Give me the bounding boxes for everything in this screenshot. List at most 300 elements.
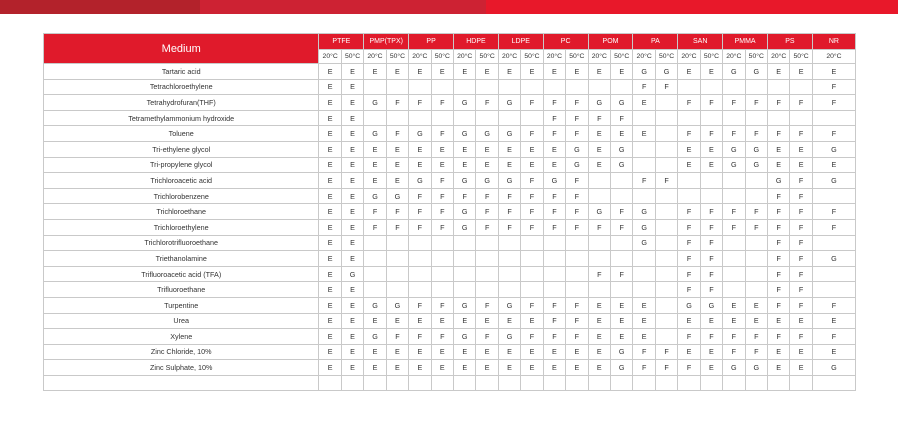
resistance-rating: E <box>476 157 498 173</box>
resistance-rating: G <box>723 360 745 376</box>
resistance-rating: E <box>341 251 363 267</box>
resistance-rating: E <box>633 297 655 313</box>
resistance-rating: F <box>409 188 431 204</box>
resistance-rating: F <box>790 173 812 189</box>
resistance-rating: G <box>611 141 633 157</box>
top-bar-segment-bright <box>486 0 898 14</box>
resistance-rating: F <box>521 188 543 204</box>
resistance-rating <box>409 282 431 298</box>
temperature-header: 20°C <box>767 50 789 64</box>
resistance-rating: E <box>678 157 700 173</box>
polymer-header-pa: PA <box>633 34 678 50</box>
resistance-rating: F <box>700 235 722 251</box>
temperature-header: 20°C <box>812 50 855 64</box>
resistance-rating: E <box>476 64 498 80</box>
resistance-rating: E <box>498 141 520 157</box>
resistance-rating <box>476 235 498 251</box>
resistance-rating: E <box>588 344 610 360</box>
resistance-rating: F <box>767 329 789 345</box>
resistance-rating: E <box>678 64 700 80</box>
resistance-rating <box>386 79 408 95</box>
resistance-rating: F <box>678 360 700 376</box>
resistance-rating: E <box>431 360 453 376</box>
medium-name: Tetrachloroethylene <box>44 79 319 95</box>
resistance-rating: F <box>476 219 498 235</box>
resistance-rating: G <box>812 173 855 189</box>
resistance-rating: E <box>341 64 363 80</box>
resistance-rating <box>723 266 745 282</box>
resistance-rating: G <box>812 251 855 267</box>
resistance-rating: E <box>566 64 588 80</box>
resistance-rating <box>454 282 476 298</box>
polymer-header-row <box>44 34 856 50</box>
table-row <box>44 141 856 157</box>
resistance-rating <box>655 110 677 126</box>
resistance-rating <box>588 282 610 298</box>
resistance-rating: G <box>723 64 745 80</box>
table-row <box>44 219 856 235</box>
resistance-rating: E <box>319 95 341 111</box>
resistance-rating: E <box>700 157 722 173</box>
resistance-rating: F <box>700 329 722 345</box>
resistance-rating <box>655 95 677 111</box>
resistance-rating: G <box>364 297 386 313</box>
resistance-rating: F <box>790 219 812 235</box>
polymer-header-pc: PC <box>543 34 588 50</box>
resistance-rating: F <box>543 219 565 235</box>
resistance-rating <box>521 235 543 251</box>
resistance-rating: F <box>566 173 588 189</box>
resistance-rating <box>723 251 745 267</box>
resistance-rating: E <box>319 344 341 360</box>
resistance-rating: E <box>611 64 633 80</box>
resistance-rating <box>543 251 565 267</box>
resistance-rating: F <box>476 297 498 313</box>
medium-name: Toluene <box>44 126 319 142</box>
resistance-rating: F <box>498 219 520 235</box>
empty-cell <box>767 375 789 391</box>
resistance-rating: F <box>431 329 453 345</box>
resistance-rating: G <box>341 266 363 282</box>
resistance-rating: E <box>633 313 655 329</box>
temperature-header: 50°C <box>611 50 633 64</box>
medium-name: Tri-propylene glycol <box>44 157 319 173</box>
resistance-rating: F <box>678 251 700 267</box>
resistance-rating: F <box>386 219 408 235</box>
resistance-rating <box>476 282 498 298</box>
temperature-header: 20°C <box>678 50 700 64</box>
resistance-rating: E <box>364 313 386 329</box>
resistance-rating <box>745 282 767 298</box>
resistance-rating: G <box>476 126 498 142</box>
resistance-rating: E <box>700 64 722 80</box>
resistance-rating: F <box>767 95 789 111</box>
resistance-rating <box>386 110 408 126</box>
resistance-rating: F <box>655 360 677 376</box>
resistance-rating <box>633 110 655 126</box>
resistance-rating <box>700 79 722 95</box>
resistance-rating: E <box>588 313 610 329</box>
resistance-rating: E <box>767 141 789 157</box>
resistance-rating <box>543 79 565 95</box>
resistance-rating: E <box>543 157 565 173</box>
resistance-rating: E <box>790 344 812 360</box>
resistance-rating <box>566 235 588 251</box>
resistance-rating <box>745 110 767 126</box>
resistance-rating: E <box>431 157 453 173</box>
temperature-header: 50°C <box>431 50 453 64</box>
resistance-rating <box>498 282 520 298</box>
resistance-rating: F <box>767 219 789 235</box>
resistance-rating: E <box>431 313 453 329</box>
table-row <box>44 344 856 360</box>
resistance-rating: F <box>812 297 855 313</box>
resistance-rating: G <box>566 157 588 173</box>
resistance-rating: E <box>454 141 476 157</box>
resistance-rating: G <box>566 141 588 157</box>
temperature-header: 50°C <box>341 50 363 64</box>
empty-cell <box>566 375 588 391</box>
resistance-rating: G <box>454 297 476 313</box>
empty-cell <box>655 375 677 391</box>
resistance-rating <box>723 188 745 204</box>
resistance-rating: F <box>566 126 588 142</box>
polymer-header-ldpe: LDPE <box>498 34 543 50</box>
resistance-rating <box>655 313 677 329</box>
resistance-rating: G <box>723 157 745 173</box>
resistance-rating <box>655 282 677 298</box>
temperature-header: 50°C <box>655 50 677 64</box>
table-row <box>44 173 856 189</box>
resistance-rating: F <box>543 297 565 313</box>
resistance-rating: E <box>678 344 700 360</box>
resistance-rating: G <box>611 360 633 376</box>
table-row <box>44 251 856 267</box>
resistance-rating: G <box>678 297 700 313</box>
resistance-rating <box>386 282 408 298</box>
resistance-rating <box>454 266 476 282</box>
resistance-rating: E <box>431 64 453 80</box>
resistance-rating <box>655 219 677 235</box>
resistance-rating: F <box>431 126 453 142</box>
resistance-rating: F <box>364 204 386 220</box>
resistance-rating <box>767 79 789 95</box>
resistance-rating: E <box>341 188 363 204</box>
table-row <box>44 360 856 376</box>
resistance-rating: F <box>790 329 812 345</box>
resistance-rating: F <box>678 235 700 251</box>
chemical-resistance-table <box>43 33 856 391</box>
resistance-rating: F <box>566 219 588 235</box>
resistance-rating: E <box>364 141 386 157</box>
resistance-rating: E <box>611 329 633 345</box>
resistance-rating: F <box>700 95 722 111</box>
table-row <box>44 110 856 126</box>
temperature-header: 20°C <box>723 50 745 64</box>
resistance-rating <box>745 188 767 204</box>
empty-cell <box>790 375 812 391</box>
resistance-rating <box>476 251 498 267</box>
resistance-rating: E <box>476 313 498 329</box>
empty-cell <box>543 375 565 391</box>
resistance-rating: E <box>566 360 588 376</box>
resistance-rating: E <box>476 141 498 157</box>
resistance-rating: F <box>611 266 633 282</box>
medium-name: Trichlorotrifluoroethane <box>44 235 319 251</box>
empty-cell <box>341 375 363 391</box>
resistance-rating: F <box>790 297 812 313</box>
resistance-rating: E <box>341 313 363 329</box>
resistance-rating: F <box>790 266 812 282</box>
resistance-rating: E <box>319 126 341 142</box>
resistance-rating: E <box>700 141 722 157</box>
resistance-rating: F <box>812 219 855 235</box>
resistance-rating <box>588 188 610 204</box>
temperature-header: 20°C <box>588 50 610 64</box>
resistance-rating: E <box>386 313 408 329</box>
resistance-rating: E <box>521 64 543 80</box>
resistance-rating: F <box>543 110 565 126</box>
resistance-rating: E <box>498 157 520 173</box>
resistance-rating <box>454 251 476 267</box>
resistance-rating: E <box>790 157 812 173</box>
temperature-header: 20°C <box>543 50 565 64</box>
resistance-rating: E <box>498 64 520 80</box>
resistance-rating: E <box>700 360 722 376</box>
resistance-rating <box>700 110 722 126</box>
resistance-rating: E <box>319 173 341 189</box>
resistance-rating: E <box>588 64 610 80</box>
resistance-rating: F <box>521 95 543 111</box>
temperature-header: 20°C <box>633 50 655 64</box>
resistance-rating: E <box>364 173 386 189</box>
resistance-rating: F <box>812 126 855 142</box>
resistance-rating <box>790 110 812 126</box>
resistance-rating: E <box>341 235 363 251</box>
resistance-rating <box>678 110 700 126</box>
resistance-rating <box>745 251 767 267</box>
table-row <box>44 204 856 220</box>
resistance-rating: F <box>745 329 767 345</box>
resistance-rating: G <box>611 157 633 173</box>
resistance-rating: E <box>341 79 363 95</box>
resistance-rating: E <box>588 126 610 142</box>
resistance-rating: E <box>409 157 431 173</box>
polymer-header-pom: POM <box>588 34 633 50</box>
resistance-rating <box>812 110 855 126</box>
resistance-rating <box>678 188 700 204</box>
resistance-rating: F <box>767 204 789 220</box>
resistance-rating: G <box>767 173 789 189</box>
resistance-rating <box>409 235 431 251</box>
resistance-rating <box>566 266 588 282</box>
empty-cell <box>678 375 700 391</box>
resistance-rating: E <box>341 282 363 298</box>
resistance-rating <box>700 188 722 204</box>
resistance-rating <box>498 266 520 282</box>
resistance-rating: E <box>611 313 633 329</box>
resistance-rating: G <box>364 329 386 345</box>
temperature-header: 50°C <box>745 50 767 64</box>
resistance-rating: E <box>319 266 341 282</box>
resistance-rating: E <box>409 64 431 80</box>
temperature-header: 50°C <box>790 50 812 64</box>
top-decorative-bar <box>0 0 898 14</box>
resistance-rating: G <box>745 141 767 157</box>
table-row <box>44 126 856 142</box>
resistance-rating: E <box>341 329 363 345</box>
resistance-rating: F <box>431 95 453 111</box>
resistance-rating: E <box>812 157 855 173</box>
resistance-rating <box>723 235 745 251</box>
resistance-rating: F <box>566 313 588 329</box>
resistance-rating: F <box>678 282 700 298</box>
resistance-rating: F <box>767 251 789 267</box>
resistance-rating: F <box>655 173 677 189</box>
resistance-rating: F <box>767 266 789 282</box>
resistance-rating <box>431 282 453 298</box>
temperature-header: 20°C <box>364 50 386 64</box>
table-row <box>44 329 856 345</box>
resistance-rating: F <box>543 95 565 111</box>
resistance-rating: E <box>767 344 789 360</box>
resistance-rating <box>611 282 633 298</box>
resistance-rating: F <box>790 235 812 251</box>
medium-column-header: Medium <box>44 34 319 64</box>
resistance-rating: E <box>454 344 476 360</box>
resistance-rating: E <box>341 173 363 189</box>
resistance-rating <box>364 235 386 251</box>
resistance-rating <box>588 235 610 251</box>
resistance-rating: F <box>566 188 588 204</box>
resistance-rating: E <box>767 64 789 80</box>
resistance-rating: G <box>454 204 476 220</box>
resistance-rating <box>745 266 767 282</box>
resistance-rating <box>588 79 610 95</box>
resistance-rating: F <box>812 329 855 345</box>
resistance-rating: E <box>790 64 812 80</box>
medium-name: Trichloroacetic acid <box>44 173 319 189</box>
resistance-rating: F <box>521 126 543 142</box>
resistance-rating <box>812 282 855 298</box>
resistance-rating: F <box>812 204 855 220</box>
resistance-rating <box>655 126 677 142</box>
resistance-rating <box>521 79 543 95</box>
empty-cell <box>364 375 386 391</box>
resistance-rating: G <box>700 297 722 313</box>
resistance-rating: F <box>521 173 543 189</box>
resistance-rating: E <box>319 251 341 267</box>
resistance-rating: F <box>431 297 453 313</box>
resistance-rating: F <box>633 173 655 189</box>
resistance-rating <box>611 173 633 189</box>
table-row <box>44 157 856 173</box>
temperature-header: 20°C <box>454 50 476 64</box>
resistance-rating: G <box>588 95 610 111</box>
resistance-rating: E <box>341 95 363 111</box>
resistance-rating: E <box>588 329 610 345</box>
resistance-rating: E <box>364 344 386 360</box>
resistance-rating <box>386 251 408 267</box>
resistance-rating: E <box>812 313 855 329</box>
resistance-rating <box>386 266 408 282</box>
resistance-rating <box>364 110 386 126</box>
resistance-rating <box>431 251 453 267</box>
resistance-rating: F <box>767 126 789 142</box>
resistance-rating: E <box>543 344 565 360</box>
resistance-rating: E <box>454 157 476 173</box>
temperature-header: 20°C <box>498 50 520 64</box>
resistance-rating <box>543 235 565 251</box>
resistance-rating <box>431 235 453 251</box>
resistance-rating: E <box>611 297 633 313</box>
resistance-rating <box>454 235 476 251</box>
resistance-rating: E <box>454 313 476 329</box>
resistance-rating: E <box>723 297 745 313</box>
table-row <box>44 95 856 111</box>
resistance-rating: F <box>454 188 476 204</box>
resistance-rating <box>745 79 767 95</box>
resistance-rating: F <box>745 126 767 142</box>
resistance-rating: F <box>655 344 677 360</box>
resistance-rating <box>678 173 700 189</box>
resistance-rating: G <box>498 126 520 142</box>
resistance-rating: E <box>341 157 363 173</box>
resistance-rating: G <box>745 64 767 80</box>
resistance-rating: E <box>767 313 789 329</box>
resistance-rating: F <box>723 95 745 111</box>
resistance-rating: G <box>588 204 610 220</box>
resistance-rating <box>790 79 812 95</box>
resistance-rating: E <box>319 64 341 80</box>
temperature-header: 50°C <box>476 50 498 64</box>
empty-cell <box>476 375 498 391</box>
resistance-rating <box>498 235 520 251</box>
resistance-rating: F <box>409 219 431 235</box>
resistance-rating: G <box>723 141 745 157</box>
resistance-rating: F <box>678 219 700 235</box>
resistance-rating: E <box>409 313 431 329</box>
resistance-rating: F <box>767 235 789 251</box>
resistance-rating: F <box>678 95 700 111</box>
table-row <box>44 188 856 204</box>
resistance-rating: E <box>767 157 789 173</box>
empty-cell <box>319 375 341 391</box>
resistance-rating: F <box>521 204 543 220</box>
table-row <box>44 64 856 80</box>
medium-name: Triethanolamine <box>44 251 319 267</box>
resistance-rating: E <box>341 344 363 360</box>
resistance-rating <box>409 110 431 126</box>
resistance-rating: E <box>521 313 543 329</box>
temperature-header: 50°C <box>566 50 588 64</box>
polymer-header-pmma: PMMA <box>723 34 768 50</box>
resistance-rating: E <box>319 282 341 298</box>
medium-name: Trichloroethylene <box>44 219 319 235</box>
resistance-rating: E <box>386 344 408 360</box>
resistance-rating: E <box>812 64 855 80</box>
resistance-rating: F <box>767 282 789 298</box>
medium-name: Trifluoroethane <box>44 282 319 298</box>
polymer-header-pp: PP <box>409 34 454 50</box>
resistance-rating: G <box>364 188 386 204</box>
resistance-rating <box>611 188 633 204</box>
resistance-rating: E <box>498 313 520 329</box>
resistance-rating: F <box>812 95 855 111</box>
resistance-rating: F <box>566 329 588 345</box>
resistance-rating <box>498 110 520 126</box>
resistance-rating: E <box>341 297 363 313</box>
